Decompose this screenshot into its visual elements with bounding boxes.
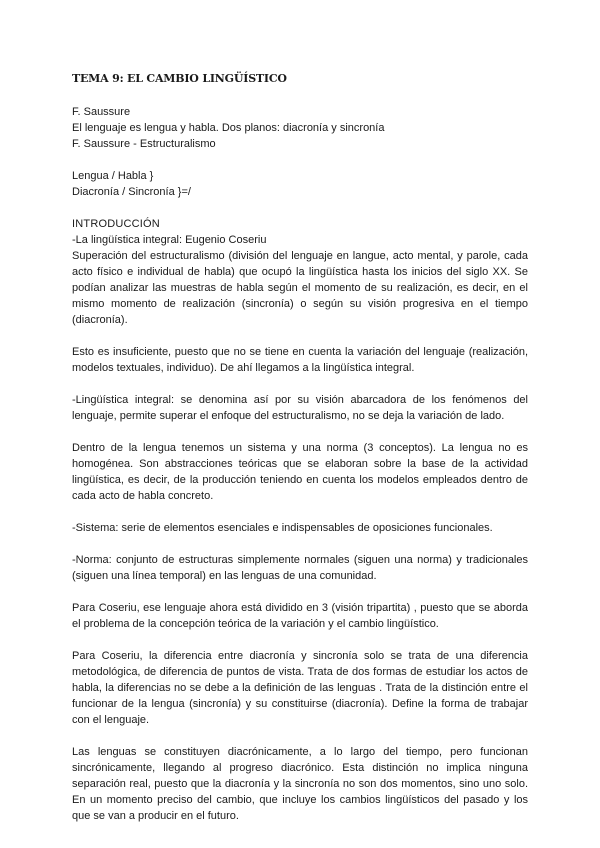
intro-line: El lenguaje es lengua y habla. Dos planos: diacronía y sincronía	[72, 122, 385, 134]
subheading: -La lingüística integral: Eugenio Coseriu	[72, 234, 267, 246]
intro-block	[72, 104, 528, 152]
formula-line: Lengua / Habla }	[72, 170, 154, 182]
paragraph: -Sistema: serie de elementos esenciales e indispensables de oposiciones funcionales.	[72, 522, 493, 534]
document-title: TEMA 9: EL CAMBIO LINGÜÍSTICO	[72, 72, 287, 85]
paragraph: Esto es insuficiente, puesto que no se tiene en cuenta la variación del lenguaje (realización, modelos textuales, individuo). De ahí llegamos a la lingüística integral.	[72, 346, 528, 374]
paragraph: Dentro de la lengua tenemos un sistema y una norma (3 conceptos). La lengua no es homogénea. Son abstracciones teóricas que se elaboran sobre la base de la actividad lingüística, es decir, de la producción teniendo en cuenta los modelos empleados dentro de cada acto de habla concreto.	[72, 442, 528, 502]
paragraph: Las lenguas se constituyen diacrónicamente, a lo largo del tiempo, pero funcionan sincrónicamente, llegando al progreso diacrónico. Esta distinción no implica ninguna separación real, puesto que la diacronía y la sincronía no son dos momentos, sino uno solo. En un momento preciso del cambio, que incluye los cambios lingüísticos del pasado y los que se van a producir en el futuro.	[72, 746, 528, 822]
paragraph: Superación del estructuralismo (división del lenguaje en langue, acto mental, y parole, cada acto físico e individual de habla) que ocupó la lingüística hasta los inicios del siglo XX. Se podían analizar las muestras de habla según el momento de su realización, es decir, en el mismo momento de realización (sincronía) o según su visión progresiva en el tiempo (diacronía).	[72, 250, 528, 326]
paragraph: Para Coseriu, la diferencia entre diacronía y sincronía solo se trata de una diferencia metodológica, de diferencia de puntos de vista. Trata de dos formas de estudiar los actos de habla, la diferencias no se debe a la definición de las lenguas . Trata de la distinción entre el funcionar de la lengua (sincronía) y su constituirse (diacronía). Define la forma de trabajar con el lenguaje.	[72, 650, 528, 726]
formula-block	[72, 168, 528, 200]
paragraph: -Norma: conjunto de estructuras simplemente normales (siguen una norma) y tradicionales (siguen una línea temporal) en las lenguas de una comunidad.	[72, 554, 528, 582]
paragraph: Para Coseriu, ese lenguaje ahora está dividido en 3 (visión tripartita) , puesto que se aborda el problema de la concepción teórica de la variación y el cambio lingüístico.	[72, 602, 528, 630]
intro-line: F. Saussure - Estructuralismo	[72, 138, 216, 150]
intro-line: F. Saussure	[72, 106, 131, 118]
formula-line: Diacronía / Sincronía }=/	[72, 186, 191, 198]
section-heading: INTRODUCCIÓN	[72, 218, 160, 230]
paragraph: -Lingüística integral: se denomina así por su visión abarcadora de los fenómenos del lenguaje, permite superar el enfoque del estructuralismo, no se deja la variación de lado.	[72, 394, 528, 422]
